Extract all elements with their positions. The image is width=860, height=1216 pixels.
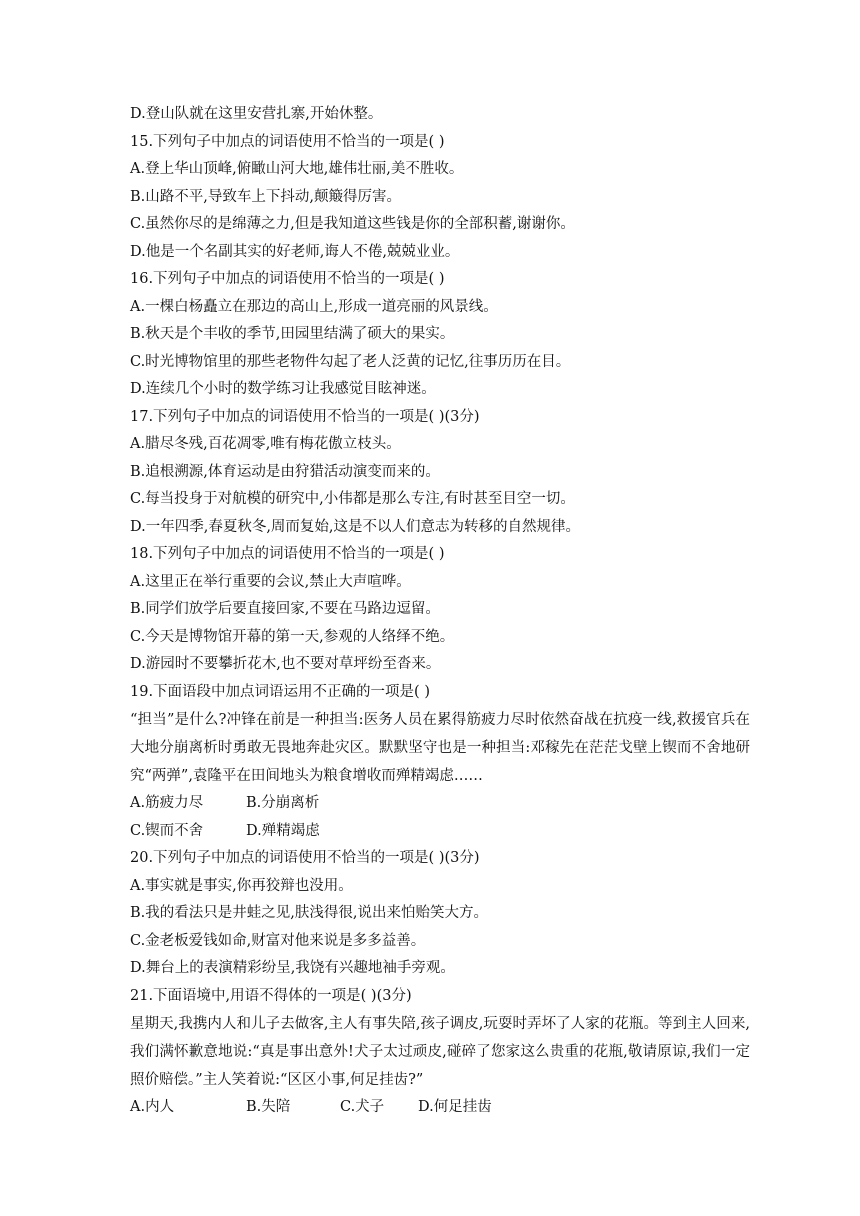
option-line: C.每当投身于对航模的研究中,小伟都是那么专注,有时甚至目空一切。 (130, 491, 575, 507)
question-18: 18.下列句子中加点的词语使用不恰当的一项是( ) (130, 546, 445, 562)
option-line: D.他是一个名副其实的好老师,诲人不倦,兢兢业业。 (130, 243, 460, 260)
option-line: A.一棵白杨矗立在那边的高山上,形成一道亮丽的风景线。 (130, 298, 498, 315)
option-line: B.同学们放学后要直接回家,不要在马路边逗留。 (130, 601, 440, 617)
option-line: C.金老板爱钱如命,财富对他来说是多多益善。 (130, 932, 426, 949)
option-line: C.今天是博物馆开幕的第一天,参观的人络绎不绝。 (130, 628, 455, 645)
option-a: A.筋疲力尽 (130, 795, 204, 811)
option-line: C.时光博物馆里的那些老物件勾起了老人泛黄的记忆,往事历历在目。 (130, 353, 571, 370)
option-b: B.分崩离析 (246, 795, 320, 811)
option-line: D.登山队就在这里安营扎寨,开始休整。 (130, 106, 383, 122)
option-line: B.我的看法只是井蛙之见,肤浅得很,说出来怕贻笑大方。 (130, 905, 488, 921)
option-line: D.一年四季,春夏秋冬,周而复始,这是不以人们意志为转移的自然规律。 (130, 518, 581, 535)
question-19: 19.下面语段中加点词语运用不正确的一项是( ) (130, 683, 430, 700)
option-line: C.虽然你尽的是绵薄之力,但是我知道这些钱是你的全部积蓄,谢谢你。 (130, 216, 575, 232)
option-b: B.失陪 (246, 1099, 291, 1115)
passage-19: “担当”是什么?冲锋在前是一种担当:医务人员在累得筋疲力尽时依然奋战在抗疫一线,救援官兵在大地分崩离析时勇敢无畏地奔赴灾区。默默坚守也是一种担当:邓稼先在茫茫戈壁上锲而不舍地研究“两弹”,袁隆平在田间地头为粮食增收而殚精竭虑…… (130, 712, 750, 784)
option-line: A.腊尽冬残,百花凋零,唯有梅花傲立枝头。 (130, 436, 401, 452)
options-row (130, 790, 750, 818)
option-a: A.内人 (130, 1099, 175, 1115)
option-line: D.游园时不要攀折花木,也不要对草坪纷至沓来。 (130, 656, 441, 672)
option-line: D.连续几个小时的数学练习让我感觉目眩神迷。 (130, 381, 436, 397)
question-16: 16.下列句子中加点的词语使用不恰当的一项是( ) (130, 271, 445, 287)
options-row (130, 1094, 750, 1122)
passage-21: 星期天,我携内人和儿子去做客,主人有事失陪,孩子调皮,玩耍时弄坏了人家的花瓶。等到主人回来,我们满怀歉意地说:“真是事出意外!犬子太过顽皮,碰碎了您家这么贵重的花瓶,敬请原谅,我们一定照价赔偿。”主人笑着说:“区区小事,何足挂齿?” (130, 1016, 750, 1088)
option-line: B.追根溯源,体育运动是由狩猎活动演变而来的。 (130, 463, 440, 480)
option-c: C.犬子 (340, 1099, 385, 1115)
option-line: A.这里正在举行重要的会议,禁止大声喧哗。 (130, 573, 411, 590)
exam-page (130, 101, 750, 1122)
option-line: D.舞台上的表演精彩纷呈,我饶有兴趣地袖手旁观。 (130, 960, 455, 976)
option-d: D.何足挂齿 (418, 1099, 492, 1115)
option-line: B.秋天是个丰收的季节,田园里结满了硕大的果实。 (130, 326, 455, 342)
question-17: 17.下列句子中加点的词语使用不恰当的一项是( )(3分) (130, 408, 480, 425)
question-15: 15.下列句子中加点的词语使用不恰当的一项是( ) (130, 133, 445, 150)
option-line: B.山路不平,导致车上下抖动,颠簸得厉害。 (130, 188, 401, 205)
question-21: 21.下面语境中,用语不得体的一项是( )(3分) (130, 987, 412, 1004)
option-line: A.登上华山顶峰,俯瞰山河大地,雄伟壮丽,美不胜收。 (130, 161, 464, 177)
options-row (130, 818, 750, 846)
question-20: 20.下列句子中加点的词语使用不恰当的一项是( )(3分) (130, 850, 480, 866)
option-c: C.锲而不舍 (130, 822, 204, 839)
option-d: D.殚精竭虑 (246, 822, 320, 839)
option-line: A.事实就是事实,你再狡辩也没用。 (130, 877, 353, 894)
